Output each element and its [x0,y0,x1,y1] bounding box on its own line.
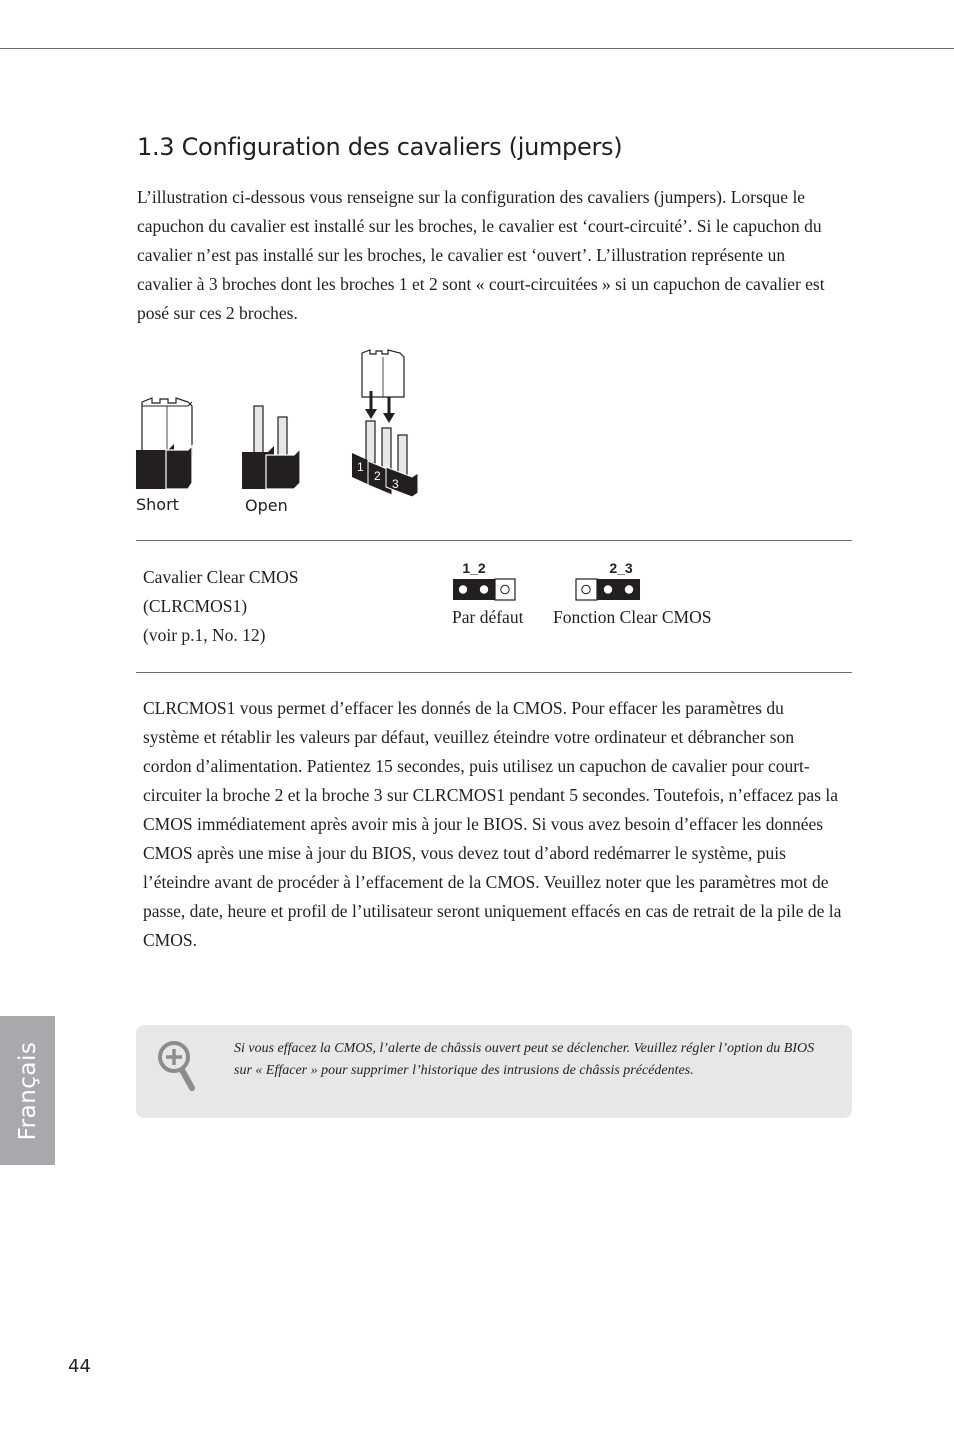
pin-1-label: 1 [357,460,364,474]
language-tab-label: Français [14,1041,41,1140]
default-pins-diagram [452,560,516,602]
clear-caption: Fonction Clear CMOS [553,607,712,627]
open-jumper-icon [242,406,300,489]
default-pins-title: 1_2 [462,560,486,576]
pin-3-label: 3 [392,477,399,491]
default-caption: Par défaut [452,607,524,627]
section-title: 1.3 Configuration des cavaliers (jumpers) [137,133,623,161]
clear-pins-icon [575,578,641,602]
header-rule [0,48,954,49]
magnifier-plus-icon [156,1039,198,1093]
table-bottom-rule [136,672,852,673]
table-top-rule [136,540,852,541]
jumper-name-line-3: (voir p.1, No. 12) [143,625,266,645]
pin-2-label: 2 [374,469,381,483]
note-text: Si vous effacez la CMOS, l’alerte de châssis ouvert peut se déclencher. Veuillez régler l’option du BIOS sur « Effacer » pour supprimer l’historique des intrusions de châssis précédentes. [234,1041,815,1078]
short-jumper-icon [136,398,192,489]
three-pin-jumper-icon [352,350,418,497]
clear-pins-title: 2_3 [609,560,633,576]
jumper-name-line-2: (CLRCMOS1) [143,596,248,616]
language-tab [0,1016,55,1165]
jumper-illustration [130,345,440,525]
jumper-name [143,563,299,650]
short-label: Short [136,495,179,514]
default-pins-icon [452,578,516,602]
page-number: 44 [68,1356,91,1377]
description-paragraph: CLRCMOS1 vous permet d’effacer les donnés de la CMOS. Pour effacer les paramètres du système et rétablir les valeurs par défaut, veuillez éteindre votre ordinateur et débrancher son cordon d’alimentation. Patientez 15 secondes, puis utilisez un capuchon de cavalier pour court-circuiter la broche 2 et la broche 3 sur CLRCMOS1 pendant 5 secondes. Toutefois, n’effacez pas la CMOS immédiatement après avoir mis à jour le BIOS. Si vous avez besoin d’effacer les données CMOS après une mise à jour du BIOS, vous devez tout d’abord redémarrer le système, puis l’éteindre avant de procéder à l’effacement de la CMOS. Veuillez noter que les paramètres mot de passe, date, heure et profil de l’utilisateur seront uniquement effacés en cas de retrait de la pile de la CMOS. [143,698,842,950]
clear-pins-diagram [575,560,643,602]
jumper-name-line-1: Cavalier Clear CMOS [143,567,299,587]
open-label: Open [245,496,288,515]
intro-paragraph: L’illustration ci-dessous vous renseigne sur la configuration des cavaliers (jumpers). Lorsque le capuchon du cavalier est installé sur les broches, le cavalier est ‘court-circuité’. Si le capuchon du cavalier n’est pas installé sur les broches, le cavalier est ‘ouvert’. L’illustration représente un cavalier à 3 broches dont les broches 1 et 2 sont « court-circuitées » si un capuchon de cavalier est posé sur ces 2 broches. [137,187,825,323]
note-box [136,1025,852,1118]
